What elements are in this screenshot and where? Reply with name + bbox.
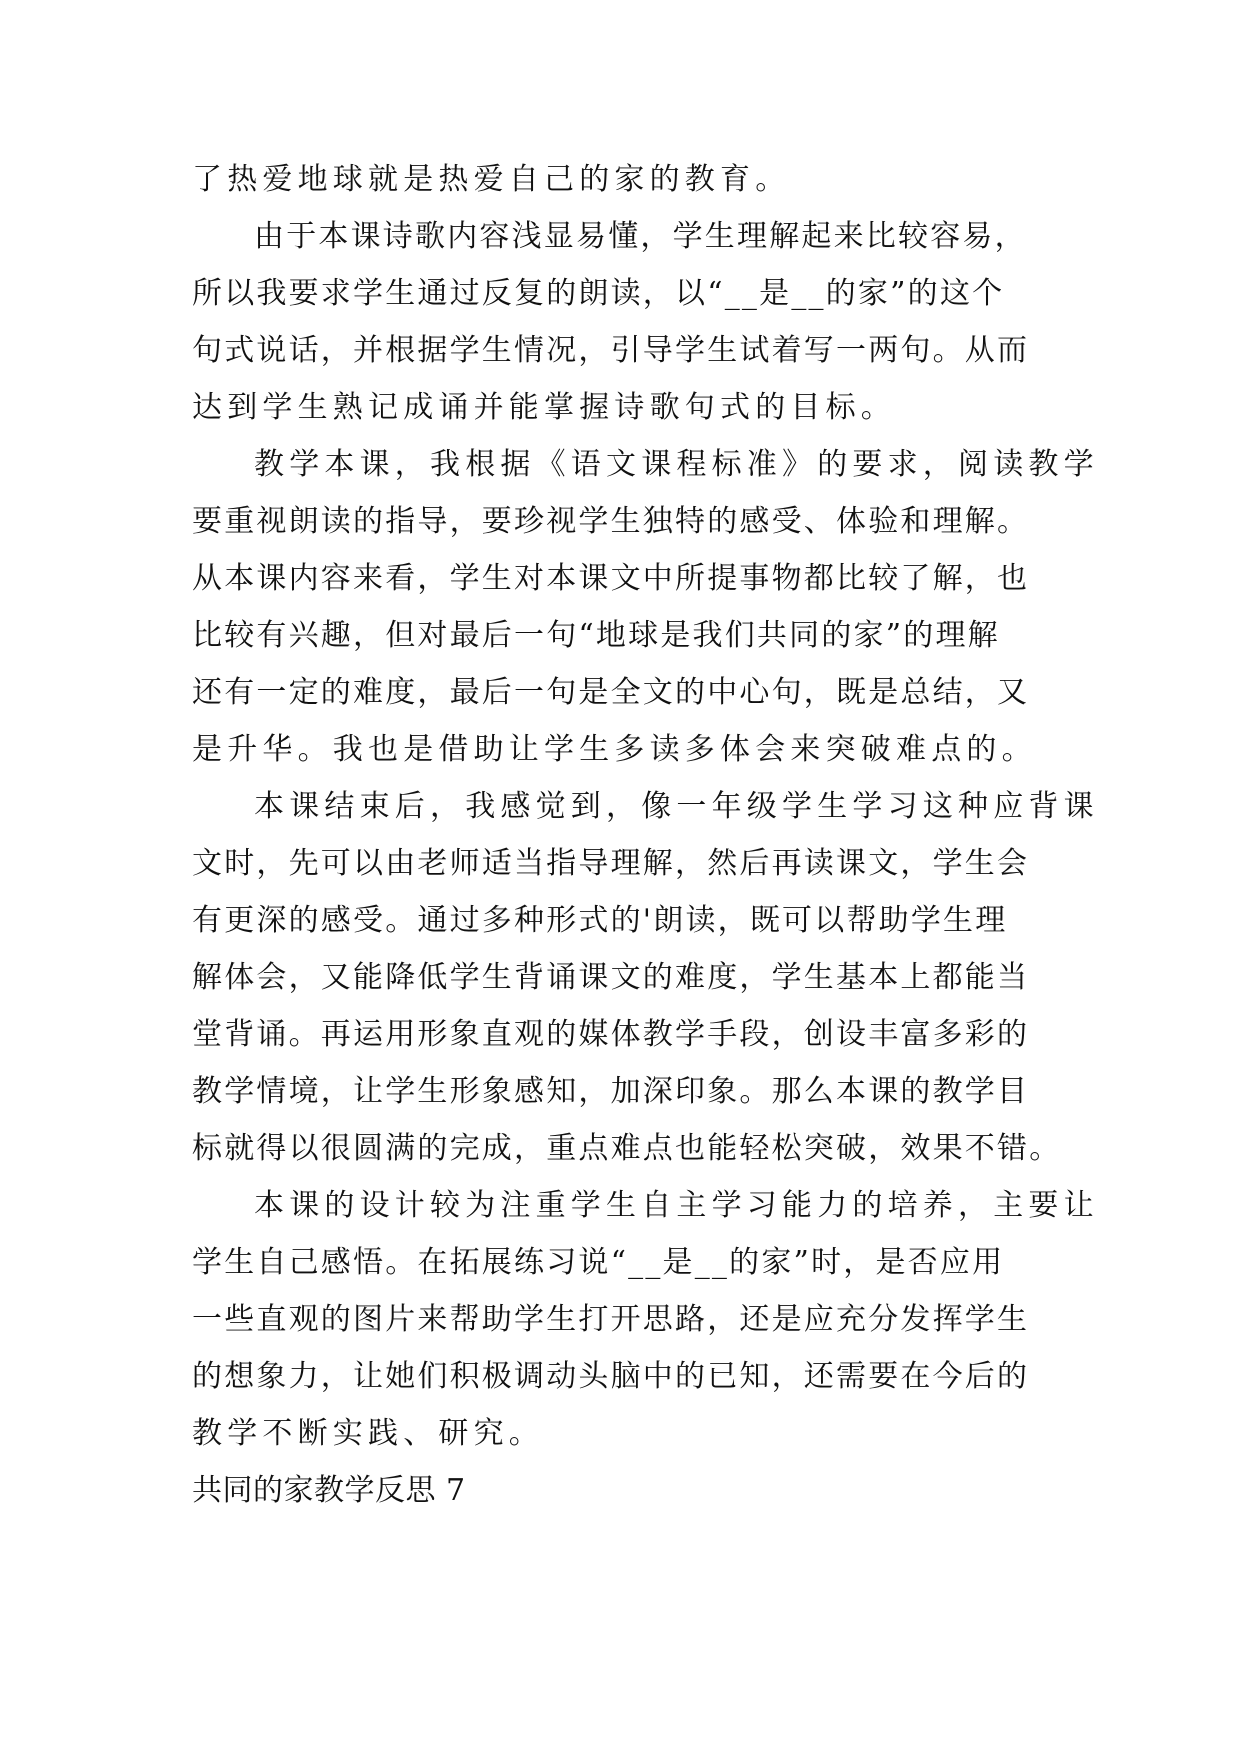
text-line: 解体会，又能降低学生背诵课文的难度，学生基本上都能当 bbox=[192, 960, 1030, 995]
document-body bbox=[192, 151, 1099, 1519]
paragraph-start-line: 教学本课，我根据《语文课程标准》的要求，阅读教学 bbox=[254, 447, 1099, 482]
text-line: 堂背诵。再运用形象直观的媒体教学手段，创设丰富多彩的 bbox=[192, 1017, 1030, 1052]
text-line: 句式说话，并根据学生情况，引导学生试着写一两句。从而 bbox=[192, 333, 1030, 368]
text-line: 有更深的感受。通过多种形式的'朗读，既可以帮助学生理 bbox=[192, 903, 1008, 938]
section-heading: 共同的家教学反思 7 bbox=[192, 1473, 466, 1508]
text-line: 教学不断实践、研究。 bbox=[192, 1416, 544, 1451]
text-line: 学生自己感悟。在拓展练习说“__是__的家”时，是否应用 bbox=[192, 1245, 1005, 1280]
text-line: 达到学生熟记成诵并能掌握诗歌句式的目标。 bbox=[192, 390, 896, 425]
text-line: 是升华。我也是借助让学生多读多体会来突破难点的。 bbox=[192, 732, 1037, 767]
text-line: 的想象力，让她们积极调动头脑中的已知，还需要在今后的 bbox=[192, 1359, 1030, 1394]
text-line: 一些直观的图片来帮助学生打开思路，还是应充分发挥学生 bbox=[192, 1302, 1030, 1337]
paragraph-start-line: 由于本课诗歌内容浅显易懂，学生理解起来比较容易， bbox=[254, 219, 1027, 254]
text-line: 还有一定的难度，最后一句是全文的中心句，既是总结，又 bbox=[192, 675, 1030, 710]
text-line: 要重视朗读的指导，要珍视学生独特的感受、体验和理解。 bbox=[192, 504, 1030, 539]
paragraph-start-line: 本课的设计较为注重学生自主学习能力的培养，主要让 bbox=[254, 1188, 1099, 1223]
text-line: 教学情境，让学生形象感知，加深印象。那么本课的教学目 bbox=[192, 1074, 1030, 1109]
text-line: 比较有兴趣，但对最后一句“地球是我们共同的家”的理解 bbox=[192, 618, 1000, 653]
text-line: 标就得以很圆满的完成，重点难点也能轻松突破，效果不错。 bbox=[192, 1131, 1062, 1166]
paragraph-start-line: 本课结束后，我感觉到，像一年级学生学习这种应背课 bbox=[254, 789, 1099, 824]
text-line: 了热爱地球就是热爱自己的家的教育。 bbox=[192, 162, 791, 197]
text-line: 所以我要求学生通过反复的朗读，以“__是__的家”的这个 bbox=[192, 276, 1005, 311]
text-line: 从本课内容来看，学生对本课文中所提事物都比较了解，也 bbox=[192, 561, 1030, 596]
text-line: 文时，先可以由老师适当指导理解，然后再读课文，学生会 bbox=[192, 846, 1030, 881]
